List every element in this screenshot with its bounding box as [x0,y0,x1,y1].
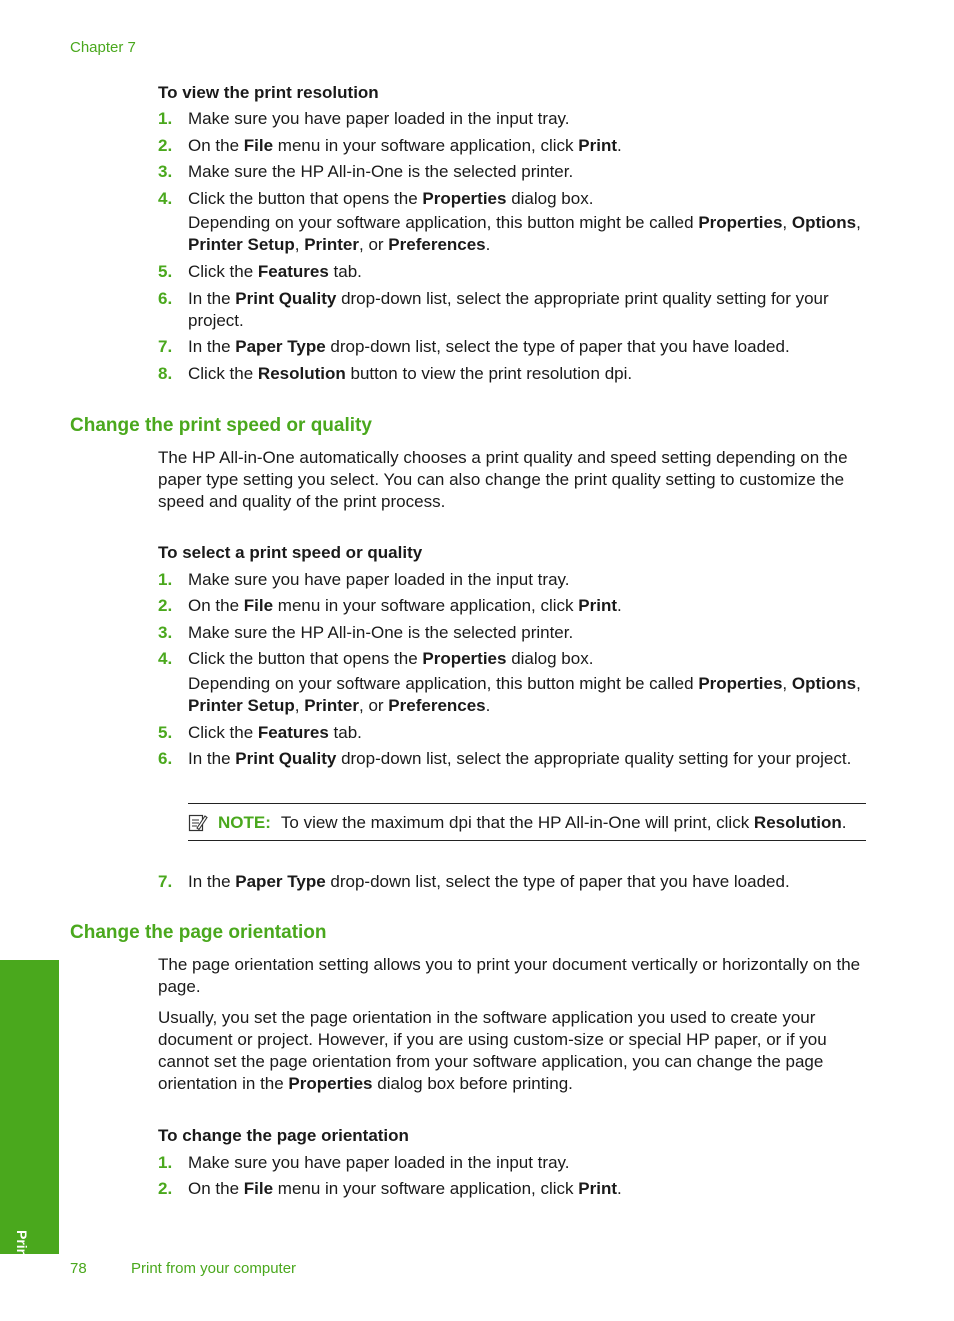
list-item [158,748,868,770]
side-tab-label: Print [14,1230,30,1262]
text-run: . [841,813,847,832]
bold-term: Print Quality [235,749,337,768]
text-run: On the [188,136,244,155]
bold-term: Print [578,1179,617,1198]
chapter-label: Chapter 7 [70,39,136,56]
text-run: drop-down list, select the appropriate quality setting for your project. [336,749,852,768]
list-item [158,569,868,591]
list-item-number: 8. [158,364,173,383]
bold-term: Features [257,723,329,742]
list-item-text [188,569,868,591]
bold-term: Paper Type [235,872,326,891]
text-run: dialog box. [506,189,594,208]
text-run: Depending on your software application, this button might be called [188,213,699,232]
text-run: dialog box. [506,649,594,668]
list-item [158,336,868,358]
text-run: Click the [188,262,258,281]
bold-term: Print Quality [235,289,337,308]
list-item-text [188,748,868,770]
list-item [158,261,868,283]
text-run: . [617,1179,622,1198]
list-item-text [188,648,868,670]
section-heading-speed-quality: Change the print speed or quality [70,415,372,436]
text-run: Usually, you set the page orientation in the software application you used to create your document or project. However, if you are using custom-size or special HP paper, or if you cannot set the page orientation from your software application, you can change the page orientation in the [158,1008,827,1093]
bold-term: Properties [422,189,507,208]
list-item-text [188,673,868,717]
text-run: tab. [328,262,362,281]
list-item [158,648,868,670]
text-run: Click the button that opens the [188,189,423,208]
bold-term: Printer Setup [188,235,295,254]
text-run: To view the maximum dpi that the HP All-in-One will print, click [280,813,754,832]
list-item-text [188,1178,868,1200]
list-item-text [188,871,868,893]
note-label: NOTE: [218,813,271,832]
text-run: drop-down list, select the type of paper that you have loaded. [325,337,790,356]
bold-term: Print [578,136,617,155]
text-run: , [782,674,792,693]
bold-term: Preferences [388,696,486,715]
list-item-text [188,188,868,210]
text-run: On the [188,596,244,615]
list-item-number: 2. [158,596,173,615]
list-item [158,871,868,893]
list-item-number: 2. [158,136,173,155]
list-item-text [188,363,868,385]
list-item-text [188,722,868,744]
text-run: , or [359,235,389,254]
list-item-text [188,336,868,358]
footer-title: Print from your computer [131,1260,297,1277]
list-item [158,363,868,385]
list-item [158,161,868,183]
text-run: , [294,696,305,715]
text-run: button to view the print resolution dpi. [345,364,633,383]
bold-term: Properties [288,1074,373,1093]
bold-term: Printer Setup [188,696,295,715]
text-run: On the [188,1179,244,1198]
text-run: tab. [328,723,362,742]
list-item-continuation [158,673,868,717]
list-item-number: 1. [158,570,173,589]
procedure-title-select-speed: To select a print speed or quality [158,543,423,562]
text-run: Make sure the HP All-in-One is the selected printer. [188,623,574,642]
note-pencil-icon [188,813,208,833]
bold-term: Resolution [753,813,842,832]
text-run: menu in your software application, click [273,1179,579,1198]
bold-term: Print [578,596,617,615]
text-run: drop-down list, select the type of paper that you have loaded. [325,872,790,891]
list-item [158,135,868,157]
text-run: Make sure you have paper loaded in the input tray. [188,109,570,128]
page-number: 78 [70,1260,87,1277]
text-run: Click the button that opens the [188,649,423,668]
text-run: In the [188,749,236,768]
bold-term: Properties [698,674,783,693]
orientation-paragraph-1: The page orientation setting allows you to print your document vertically or horizontally on the page. [158,955,861,996]
list-item [158,188,868,210]
text-run: . [485,696,491,715]
bold-term: Properties [698,213,783,232]
list-item-number: 5. [158,262,173,281]
section-intro-paragraph: The HP All-in-One automatically chooses a print quality and speed setting depending on the paper type setting you select. You can also change the print quality setting to customize the speed and quality of the print process. [158,448,848,511]
bold-term: Preferences [388,235,486,254]
side-chapter-tab [0,960,59,1254]
bold-term: File [243,596,274,615]
text-run: drop-down list, select the appropriate print quality setting for your project. [188,289,829,330]
list-item [158,622,868,644]
bold-term: File [243,1179,274,1198]
bold-term: Features [257,262,329,281]
list-item-number: 3. [158,623,173,642]
text-run: dialog box before printing. [372,1074,573,1093]
section-heading-orientation: Change the page orientation [70,922,327,943]
list-item [158,108,868,130]
list-item-text [188,622,868,644]
list-item-text [188,595,868,617]
list-item-number: 6. [158,289,173,308]
list-item [158,722,868,744]
bold-term: Printer [304,696,359,715]
list-item-text [188,261,868,283]
list-item-text [188,212,868,256]
list-item-text [188,1152,868,1174]
note-box [188,803,866,841]
bold-term: Properties [422,649,507,668]
text-run: menu in your software application, click [273,136,579,155]
list-item-continuation [158,212,868,256]
text-run: , [782,213,792,232]
list-item-number: 1. [158,109,173,128]
text-run: . [617,136,622,155]
text-run: Make sure you have paper loaded in the input tray. [188,570,570,589]
text-run: Make sure the HP All-in-One is the selected printer. [188,162,574,181]
text-run: Make sure you have paper loaded in the input tray. [188,1153,570,1172]
list-item-text [188,161,868,183]
list-item-number: 4. [158,649,173,668]
list-item-text [188,288,868,332]
list-item-number: 2. [158,1179,173,1198]
text-run: In the [188,872,236,891]
list-item [158,288,868,332]
text-run: menu in your software application, click [273,596,579,615]
bold-term: File [243,136,274,155]
text-run: , [856,674,861,693]
list-item-number: 3. [158,162,173,181]
text-run: Click the [188,364,258,383]
bold-term: Paper Type [235,337,326,356]
list-item-text [188,108,868,130]
list-item-number: 6. [158,749,173,768]
procedure-title-change-orientation: To change the page orientation [158,1126,409,1145]
text-run: , [856,213,861,232]
bold-term: Resolution [257,364,346,383]
list-item-number: 7. [158,872,173,891]
text-run: In the [188,337,236,356]
text-run: In the [188,289,236,308]
text-run: . [485,235,491,254]
text-run: Depending on your software application, this button might be called [188,674,699,693]
procedure-title-view-resolution: To view the print resolution [158,83,379,102]
bold-term: Options [791,213,857,232]
note-text [281,813,847,832]
orientation-paragraph-2 [158,1007,868,1095]
list-item-text [188,135,868,157]
list-item [158,1178,868,1200]
bold-term: Options [791,674,857,693]
list-item-number: 5. [158,723,173,742]
list-item-number: 1. [158,1153,173,1172]
list-item [158,1152,868,1174]
text-run: Click the [188,723,258,742]
bold-term: Printer [304,235,359,254]
text-run: , or [359,696,389,715]
list-item [158,595,868,617]
text-run: . [617,596,622,615]
list-item-number: 7. [158,337,173,356]
list-item-number: 4. [158,189,173,208]
text-run: , [294,235,305,254]
